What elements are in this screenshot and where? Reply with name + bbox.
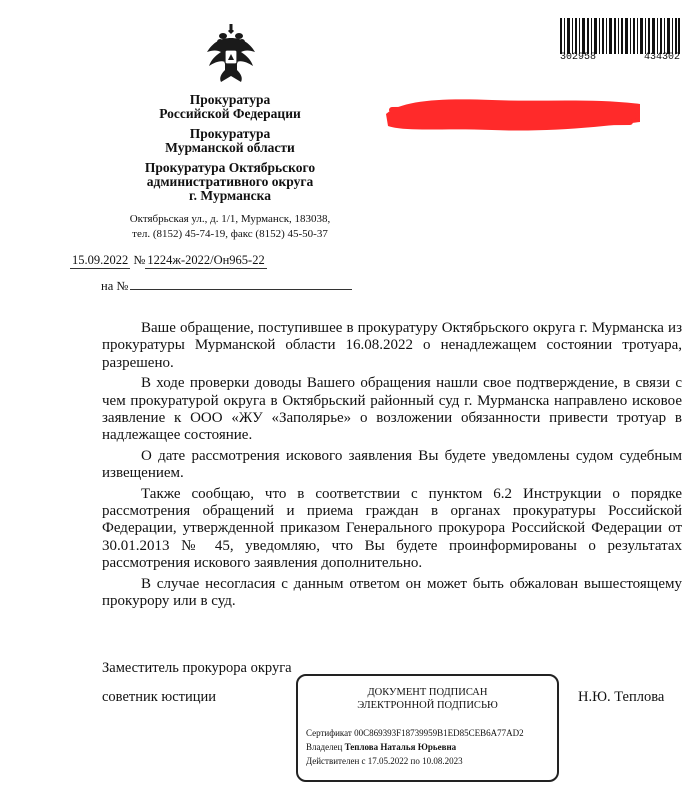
owner-label: Владелец: [306, 742, 343, 752]
valid-label: Действителен с: [306, 756, 366, 766]
signer-rank: советник юстиции: [102, 689, 217, 705]
letter-body: [102, 320, 682, 614]
registration-date: 15.09.2022: [72, 253, 129, 267]
e-signature-stamp: [296, 674, 559, 782]
coat-of-arms-icon: [203, 22, 259, 84]
address-line-2: тел. (8152) 45-74-19, факс (8152) 45-50-37: [132, 228, 328, 240]
header-line-6: административного округа: [146, 174, 314, 189]
barcode-left-number: 302958: [560, 52, 597, 63]
reference-label: на №: [101, 279, 129, 293]
signer-name: Н.Ю. Теплова: [578, 689, 665, 705]
registration-number: 1224ж-2022/Он965-22: [147, 253, 265, 267]
valid-from: 17.05.2022: [367, 756, 409, 766]
stamp-owner: [306, 742, 456, 752]
redaction-mark: [382, 92, 644, 136]
signer-position: Заместитель прокурора округа: [102, 660, 292, 676]
reference-blank: [130, 277, 352, 290]
valid-to-label: по: [410, 756, 420, 766]
header-line-5: Прокуратура Октябрьского: [144, 160, 316, 175]
header-line-4: Мурманской области: [165, 140, 295, 155]
barcode-numbers: [560, 52, 680, 63]
certificate-value: 00C869393F18739959B1ED85CEB6A77AD2: [354, 728, 524, 738]
owner-value: Теплова Наталья Юрьевна: [344, 742, 457, 752]
header-line-7: г. Мурманска: [189, 188, 271, 203]
barcode-right-number: 434302: [643, 52, 680, 63]
reference-line: [101, 277, 352, 294]
number-sign: №: [133, 253, 146, 267]
header-line-1: Прокуратура: [189, 92, 271, 107]
certificate-label: Сертификат: [306, 728, 352, 738]
stamp-title-line-2: ЭЛЕКТРОННОЙ ПОДПИСЬЮ: [357, 700, 498, 711]
paragraph-3: О дате рассмотрения искового заявления Вы будете уведомлены судом судебным извещением.: [102, 447, 682, 482]
stamp-title-line-1: ДОКУМЕНТ ПОДПИСАН: [367, 687, 488, 698]
paragraph-4: Также сообщаю, что в соответствии с пунктом 6.2 Инструкции о порядке рассмотрения обращений и приема граждан в органах прокуратуры Российской Федерации, утвержденной приказом Генерального прокурора Российской Федерации от 30.01.2013 № 45, уведомляю, что Вы будете проинформированы о результатах рассмотрения искового заявления дополнительно.: [102, 485, 682, 572]
stamp-certificate: [306, 728, 524, 738]
header-line-2: Российской Федерации: [159, 106, 301, 121]
valid-to: 10.08.2023: [422, 756, 463, 766]
barcode: [560, 18, 680, 54]
registration-date-number: [70, 253, 267, 269]
stamp-validity: [306, 756, 463, 766]
paragraph-2: В ходе проверки доводы Вашего обращения нашли свое подтверждение, в связи с чем прокуратурой округа в Октябрьский районный суд г. Мурманска направлено исковое заявление к ООО «ЖУ «Заполярье» о возложении обязанности привести тротуар в надлежащее состояние.: [102, 375, 682, 444]
sender-address: [112, 212, 348, 242]
paragraph-1: Ваше обращение, поступившее в прокуратуру Октябрьского округа г. Мурманска из прокуратуры Мурманской области 16.08.2022 о ненадлежащем состоянии тротуара, разрешено.: [102, 320, 682, 371]
paragraph-5: В случае несогласия с данным ответом он может быть обжалован вышестоящему прокурору или в суд.: [102, 575, 682, 610]
stamp-title: [298, 686, 557, 712]
address-line-1: Октябрьская ул., д. 1/1, Мурманск, 183038,: [129, 213, 331, 225]
header-line-3: Прокуратура: [189, 126, 271, 141]
